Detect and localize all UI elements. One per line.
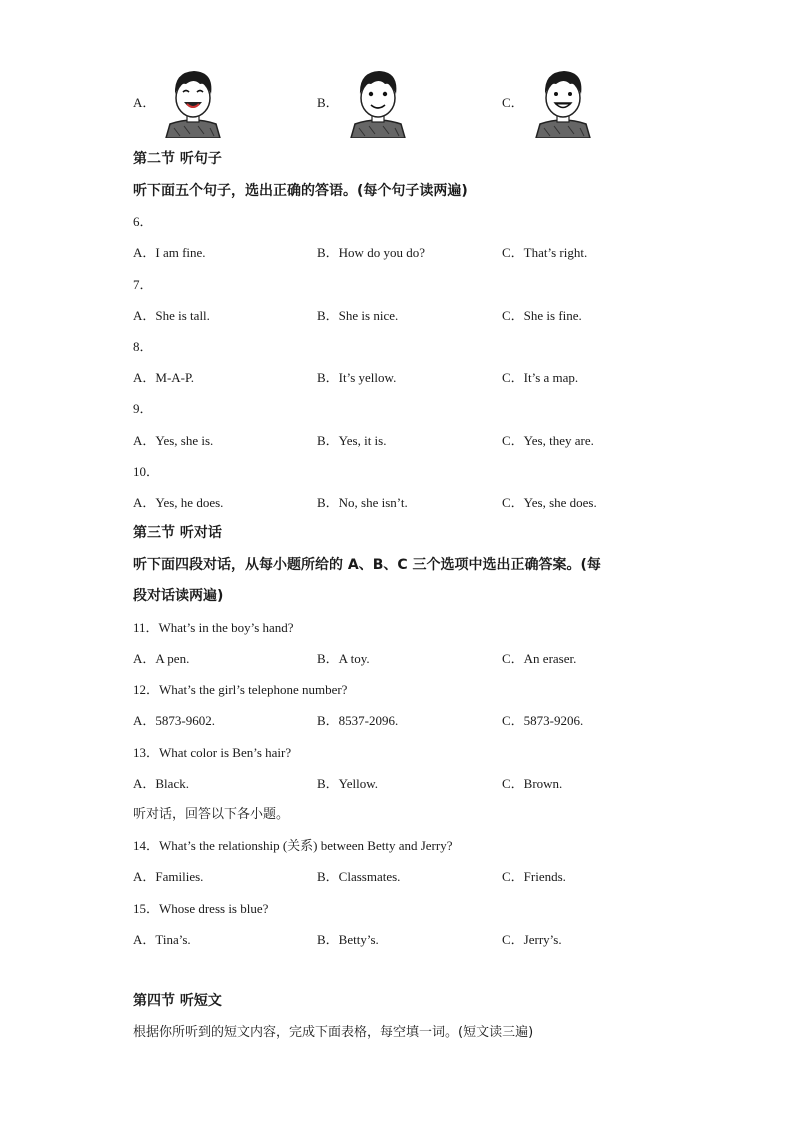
- answer-option-b: B．Betty’s.: [317, 932, 379, 947]
- answer-option-b: B．A toy.: [317, 651, 370, 666]
- option-a-label: A．: [133, 95, 156, 110]
- section3-instruction-line2: 段对话读两遍): [133, 588, 224, 604]
- question-stem: 12．What’s the girl’s telephone number?: [133, 682, 348, 697]
- section4-instruction: 根据你所听到的短文内容，完成下面表格，每空填一词。(短文读三遍): [133, 1025, 534, 1040]
- answer-option-a: A．Yes, he does.: [133, 495, 224, 510]
- answer-option-c: C．An eraser.: [502, 651, 577, 666]
- section3-instruction-line1: 听下面四段对话，从每小题所给的 A、B、C 三个选项中选出正确答案。(每: [133, 557, 601, 573]
- section3-subnote: 听对话，回答以下各小题。: [133, 807, 290, 822]
- laughing-boy-image: [160, 66, 220, 138]
- answer-option-c: C．Friends.: [502, 869, 566, 884]
- smiling-boy-image: [345, 66, 405, 138]
- question-stem: 13．What color is Ben’s hair?: [133, 745, 292, 760]
- section3-heading: 第三节 听对话: [133, 525, 222, 541]
- answer-option-a: A．I am fine.: [133, 245, 206, 260]
- answer-option-b: B．8537-2096.: [317, 713, 399, 728]
- section2-instruction: 听下面五个句子，选出正确的答语。(每个句子读两遍): [133, 183, 468, 199]
- answer-option-c: C．That’s right.: [502, 245, 588, 260]
- answer-option-b: B．Classmates.: [317, 869, 401, 884]
- question-number: 9．: [133, 401, 153, 416]
- section2-heading: 第二节 听句子: [133, 151, 222, 167]
- answer-option-a: A．5873-9602.: [133, 713, 215, 728]
- answer-option-b: B．How do you do?: [317, 245, 425, 260]
- answer-option-c: C．5873-9206.: [502, 713, 584, 728]
- answer-option-a: A．She is tall.: [133, 308, 210, 323]
- option-b-label: B．: [317, 95, 339, 110]
- answer-option-a: A．Black.: [133, 776, 189, 791]
- option-c-label: C．: [502, 95, 524, 110]
- question-stem: 14．What’s the relationship (关系) between Betty and Jerry?: [133, 838, 453, 853]
- answer-option-a: A．M-A-P.: [133, 370, 195, 385]
- answer-option-a: A．Yes, she is.: [133, 433, 214, 448]
- answer-option-c: C．Jerry’s.: [502, 932, 562, 947]
- section4-heading: 第四节 听短文: [133, 993, 222, 1009]
- answer-option-a: A．A pen.: [133, 651, 190, 666]
- grinning-boy-image: [530, 66, 590, 138]
- answer-option-c: C．Yes, they are.: [502, 433, 594, 448]
- question-number: 8．: [133, 339, 153, 354]
- question-stem: 11．What’s in the boy’s hand?: [133, 620, 294, 635]
- answer-option-b: B．She is nice.: [317, 308, 399, 323]
- question-stem: 15．Whose dress is blue?: [133, 901, 269, 916]
- answer-option-c: C．Yes, she does.: [502, 495, 597, 510]
- question-number: 7．: [133, 277, 153, 292]
- answer-option-b: B．Yellow.: [317, 776, 379, 791]
- answer-option-b: B．It’s yellow.: [317, 370, 397, 385]
- answer-option-c: C．Brown.: [502, 776, 563, 791]
- answer-option-a: A．Tina’s.: [133, 932, 191, 947]
- answer-option-b: B．No, she isn’t.: [317, 495, 408, 510]
- answer-option-b: B．Yes, it is.: [317, 433, 387, 448]
- answer-option-a: A．Families.: [133, 869, 204, 884]
- question-number: 6．: [133, 214, 153, 229]
- answer-option-c: C．It’s a map.: [502, 370, 579, 385]
- question-number: 10．: [133, 464, 160, 479]
- answer-option-c: C．She is fine.: [502, 308, 582, 323]
